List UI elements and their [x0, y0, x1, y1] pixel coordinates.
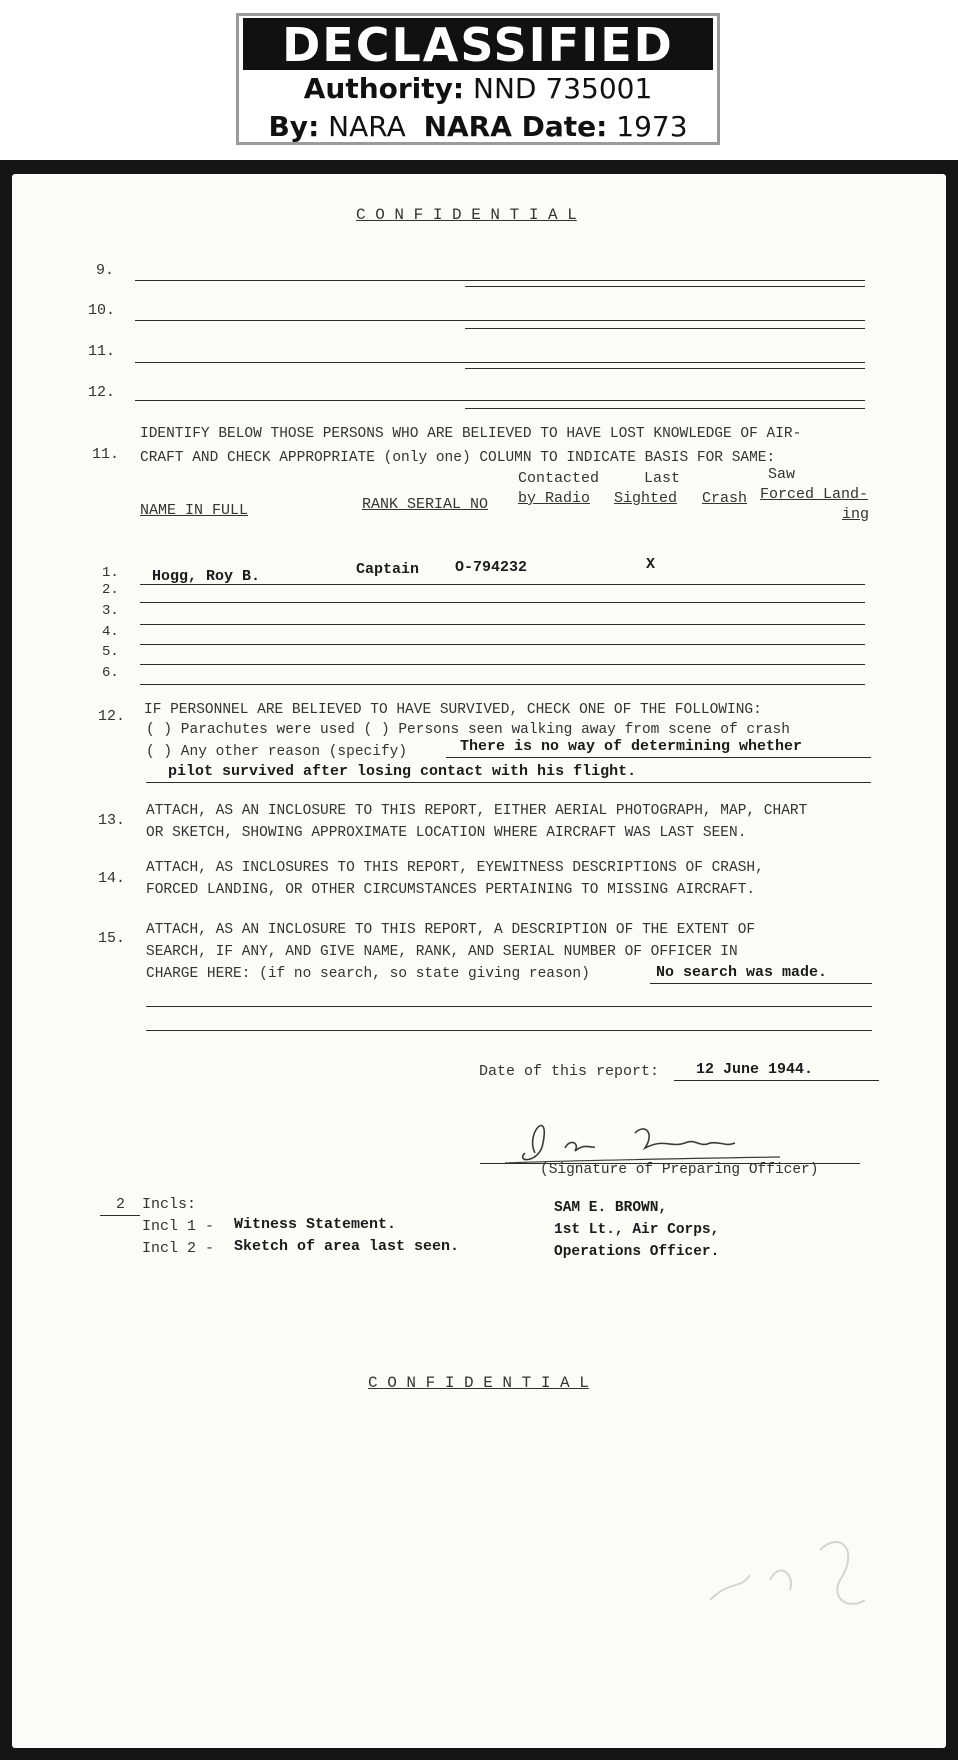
- q15-text-line2: SEARCH, IF ANY, AND GIVE NAME, RANK, AND SERIAL NUMBER OF OFFICER IN: [146, 944, 738, 960]
- col-crash: Crash: [702, 490, 748, 507]
- blank-item-label: 12.: [88, 384, 116, 401]
- q11-text-line1: IDENTIFY BELOW THOSE PERSONS WHO ARE BELIEVED TO HAVE LOST KNOWLEDGE OF AIR-: [140, 426, 802, 442]
- blank-item-label: 11.: [88, 343, 116, 360]
- col-last-2: Sighted: [614, 490, 678, 507]
- row-number: 3.: [102, 603, 119, 619]
- report-date-label: Date of this report:: [479, 1063, 660, 1080]
- blank-line: [465, 368, 865, 369]
- row-check-mark: X: [646, 556, 656, 573]
- row-number: 1.: [102, 565, 119, 581]
- q14-text-line1: ATTACH, AS INCLOSURES TO THIS REPORT, EYEWITNESS DESCRIPTIONS OF CRASH,: [146, 860, 764, 876]
- stamp-title: DECLASSIFIED: [243, 18, 713, 70]
- declassified-stamp: [236, 13, 720, 145]
- q12-text-line2: ( ) Parachutes were used ( ) Persons seen walking away from scene of crash: [146, 722, 790, 738]
- answer-line: [650, 983, 872, 984]
- officer-name: SAM E. BROWN,: [554, 1200, 668, 1216]
- incls-label: Incls:: [142, 1196, 197, 1213]
- q13-text-line2: OR SKETCH, SHOWING APPROXIMATE LOCATION WHERE AIRCRAFT WAS LAST SEEN.: [146, 825, 747, 841]
- q11-text-line2: CRAFT AND CHECK APPROPRIATE (only one) COLUMN TO INDICATE BASIS FOR SAME:: [140, 450, 776, 466]
- classification-header: C O N F I D E N T I A L: [356, 206, 577, 224]
- incls-count: 2: [116, 1196, 126, 1213]
- q14-number: 14.: [98, 870, 126, 887]
- q15-text-line1: ATTACH, AS AN INCLOSURE TO THIS REPORT, A DESCRIPTION OF THE EXTENT OF: [146, 922, 756, 938]
- incl1-prefix: Incl 1 -: [142, 1218, 215, 1235]
- q11-number: 11.: [92, 446, 120, 463]
- document-page: [12, 174, 946, 1748]
- signature-caption: (Signature of Preparing Officer): [540, 1162, 819, 1178]
- q12-text-line3: ( ) Any other reason (specify): [146, 744, 408, 760]
- row-number: 6.: [102, 665, 119, 681]
- col-contacted-2: by Radio: [518, 490, 591, 507]
- row-line: [140, 664, 865, 665]
- row-name: Hogg, Roy B.: [152, 568, 261, 585]
- blank-line: [135, 280, 865, 281]
- incl2-text: Sketch of area last seen.: [234, 1238, 460, 1255]
- blank-line: [135, 400, 865, 401]
- col-last-1: Last: [644, 470, 681, 487]
- officer-title: Operations Officer.: [554, 1244, 720, 1260]
- blank-line: [465, 286, 865, 287]
- row-number: 4.: [102, 624, 119, 640]
- q12-number: 12.: [98, 708, 126, 725]
- row-line: [140, 684, 865, 685]
- officer-rank: 1st Lt., Air Corps,: [554, 1222, 720, 1238]
- col-rank-serial: RANK SERIAL NO: [362, 496, 489, 513]
- q12-answer-line1: There is no way of determining whether: [460, 738, 803, 755]
- report-date-value: 12 June 1944.: [696, 1061, 814, 1078]
- incls-line: [100, 1215, 140, 1216]
- answer-line: [146, 1030, 872, 1031]
- answer-line: [146, 1006, 872, 1007]
- blank-line: [465, 408, 865, 409]
- stamp-authority: Authority: NND 735001: [303, 72, 653, 105]
- col-name: NAME IN FULL: [140, 502, 249, 519]
- blank-line: [135, 320, 865, 321]
- blank-line: [465, 328, 865, 329]
- stamp-by-date: By: NARA NARA Date: 1973: [268, 110, 688, 143]
- q12-answer-line2: pilot survived after losing contact with his flight.: [168, 763, 637, 780]
- row-line: [140, 644, 865, 645]
- incl2-prefix: Incl 2 -: [142, 1240, 215, 1257]
- row-rank: Captain: [356, 561, 420, 578]
- q15-text-line3: CHARGE HERE: (if no search, so state giving reason): [146, 966, 590, 982]
- col-saw-1: Saw: [768, 466, 796, 483]
- classification-footer: C O N F I D E N T I A L: [368, 1374, 589, 1392]
- row-number: 5.: [102, 644, 119, 660]
- blank-item-label: 10.: [88, 302, 116, 319]
- q13-number: 13.: [98, 812, 126, 829]
- faint-pencil-mark: [700, 1520, 880, 1630]
- q15-number: 15.: [98, 930, 126, 947]
- q15-answer: No search was made.: [656, 964, 828, 981]
- answer-line: [146, 782, 871, 783]
- q12-text-line1: IF PERSONNEL ARE BELIEVED TO HAVE SURVIVED, CHECK ONE OF THE FOLLOWING:: [144, 702, 762, 718]
- col-saw-2: Forced Land-: [760, 486, 869, 503]
- row-line: [140, 602, 865, 603]
- row-line: [140, 584, 865, 585]
- blank-item-label: 9.: [96, 262, 115, 279]
- row-serial: O-794232: [455, 559, 528, 576]
- row-number: 2.: [102, 582, 119, 598]
- answer-line: [446, 757, 871, 758]
- col-saw-3: ing: [842, 506, 870, 523]
- blank-line: [135, 362, 865, 363]
- incl1-text: Witness Statement.: [234, 1216, 397, 1233]
- row-line: [140, 624, 865, 625]
- q14-text-line2: FORCED LANDING, OR OTHER CIRCUMSTANCES PERTAINING TO MISSING AIRCRAFT.: [146, 882, 756, 898]
- q13-text-line1: ATTACH, AS AN INCLOSURE TO THIS REPORT, EITHER AERIAL PHOTOGRAPH, MAP, CHART: [146, 803, 808, 819]
- date-line: [674, 1080, 879, 1081]
- col-contacted-1: Contacted: [518, 470, 600, 487]
